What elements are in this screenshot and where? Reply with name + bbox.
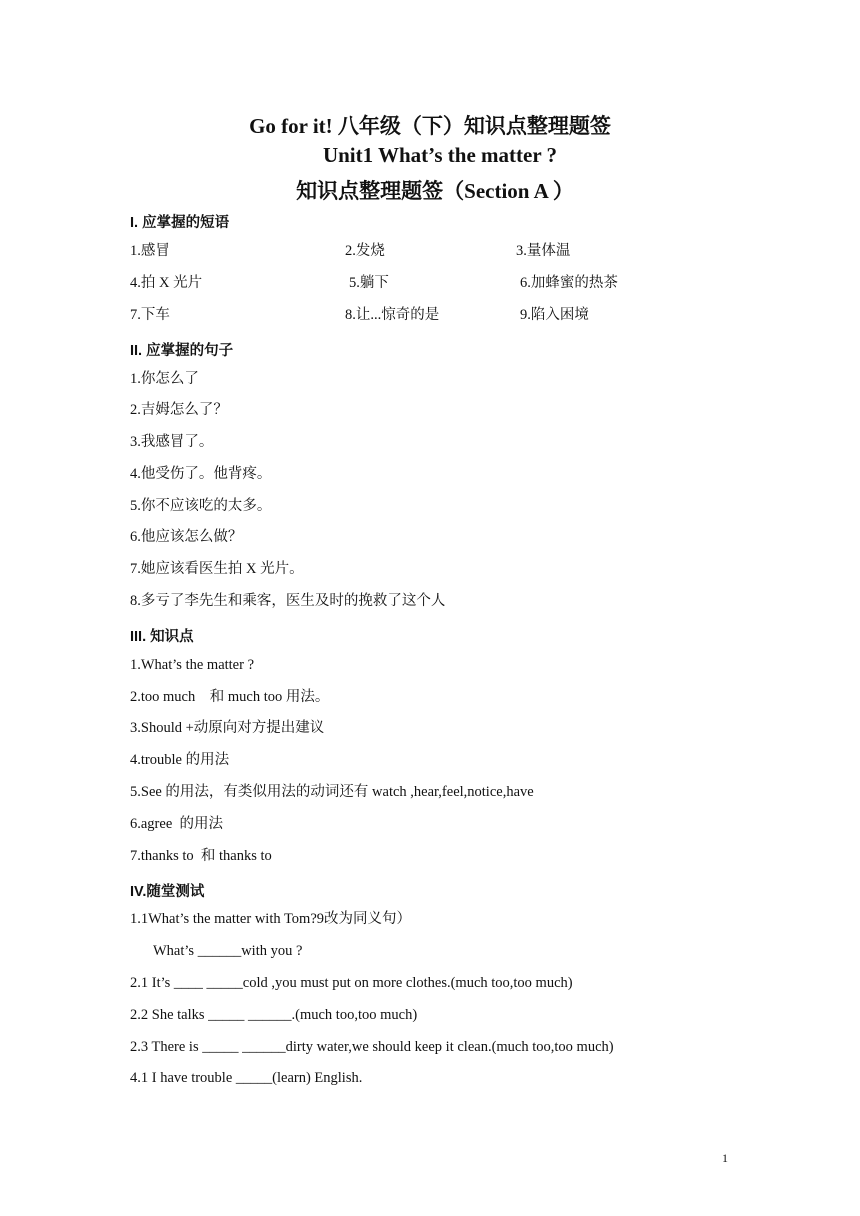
document-title: Go for it! 八年级（下）知识点整理题签 (249, 114, 611, 138)
phrase-item: 6.加蜂蜜的热茶 (520, 275, 618, 291)
phrase-item: 9.陷入困境 (520, 307, 589, 323)
quiz-item: 2.3 There is _____ ______dirty water,we should keep it clean.(much too,too much) (130, 1039, 614, 1055)
knowledge-item: 6.agree 的用法 (130, 816, 224, 832)
quiz-item: 2.1 It’s ____ _____cold ,you must put on more clothes.(much too,too much) (130, 975, 573, 991)
sentence-item: 6.他应该怎么做？ (130, 529, 243, 545)
quiz-heading: IV.随堂测试 (130, 884, 205, 900)
section-title: 知识点整理题签（Section A ） (296, 179, 574, 203)
knowledge-item: 5.See 的用法，有类似用法的动词还有 watch ,hear,feel,notice,have (130, 784, 534, 800)
phrases-heading: I. 应掌握的短语 (130, 215, 230, 231)
unit-title: Unit1 What’s the matter ? (322, 143, 558, 167)
knowledge-heading: III. 知识点 (130, 629, 194, 645)
phrase-item: 8.让...惊奇的是 (345, 307, 440, 323)
sentence-item: 1.你怎么了 (130, 371, 199, 387)
quiz-item: 1.1What’s the matter with Tom?9改为同义句） (130, 911, 412, 927)
phrase-item: 4.拍 X 光片 (130, 275, 203, 291)
knowledge-item: 3.Should +动原向对方提出建议 (130, 720, 325, 736)
quiz-item: 2.2 She talks _____ ______.(much too,too much) (130, 1007, 418, 1023)
knowledge-item: 2.too much 和 much too 用法。 (130, 689, 330, 705)
phrase-item: 2.发烧 (345, 243, 385, 259)
quiz-item: What’s ______with you ? (153, 943, 303, 959)
knowledge-item: 1.What’s the matter ? (130, 657, 255, 673)
quiz-item: 4.1 I have trouble _____(learn) English. (130, 1070, 363, 1086)
phrase-item: 5.躺下 (349, 275, 389, 291)
sentence-item: 4.他受伤了。他背疼。 (130, 466, 272, 482)
sentence-item: 7.她应该看医生拍 X 光片。 (130, 561, 304, 577)
knowledge-item: 4.trouble 的用法 (130, 752, 230, 768)
phrase-item: 3.量体温 (516, 243, 571, 259)
sentence-item: 3.我感冒了。 (130, 434, 214, 450)
sentence-item: 5.你不应该吃的太多。 (130, 498, 272, 514)
sentence-item: 2.吉姆怎么了？ (130, 402, 228, 418)
sentence-item: 8.多亏了李先生和乘客，医生及时的挽救了这个人 (130, 593, 446, 609)
phrase-item: 1.感冒 (130, 243, 170, 259)
knowledge-item: 7.thanks to 和 thanks to (130, 848, 272, 864)
page-number: 1 (722, 1151, 728, 1165)
phrase-item: 7.下车 (130, 307, 170, 323)
sentences-heading: II. 应掌握的句子 (130, 343, 234, 359)
